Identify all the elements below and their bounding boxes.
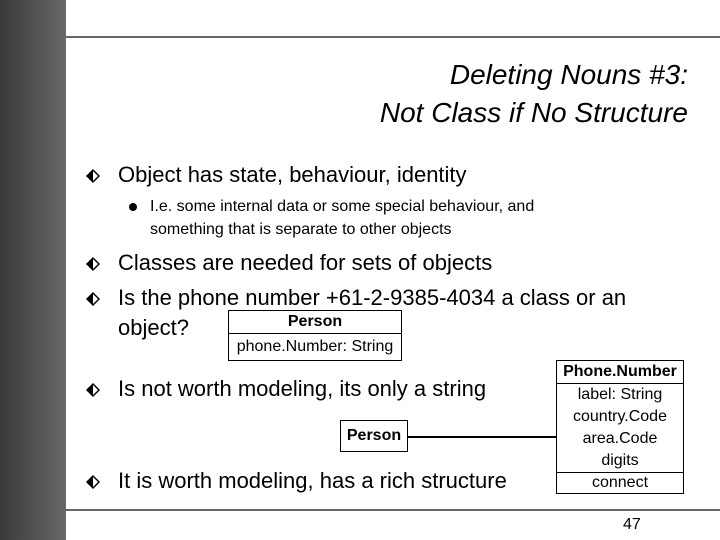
slide-title-line-2: Not Class if No Structure xyxy=(379,97,688,128)
uml-class-person xyxy=(340,420,408,452)
uml-class-phone-number xyxy=(556,360,684,494)
bottom-rule xyxy=(66,509,720,511)
bullet-text: Object has state, behaviour, identity xyxy=(118,162,467,187)
bullet-text-line-2: object? xyxy=(118,315,189,340)
diamond-bullet-icon xyxy=(86,160,106,193)
uml-association-line xyxy=(407,436,557,438)
slide-sidebar-band xyxy=(0,0,66,540)
uml-class-person-with-attribute xyxy=(228,310,402,361)
diamond-bullet-icon xyxy=(86,374,106,407)
dot-bullet-icon xyxy=(128,196,138,221)
top-rule xyxy=(66,36,720,38)
diamond-bullet-icon xyxy=(86,283,106,316)
sub-bullet-text-line-2: something that is separate to other objects xyxy=(150,221,452,238)
uml-class-operation: connect xyxy=(591,474,649,491)
bullet-text: It is worth modeling, has a rich structure xyxy=(118,468,507,493)
uml-class-attribute: area.Code xyxy=(582,430,658,447)
bullet-text-line-1: Is the phone number +61-2-9385-4034 a class or an xyxy=(118,285,627,310)
uml-class-attribute: country.Code xyxy=(573,408,667,425)
diamond-bullet-icon xyxy=(86,248,106,281)
slide-title-line-1: Deleting Nouns #3: xyxy=(449,59,688,90)
bullet-text: Is not worth modeling, its only a string xyxy=(118,376,487,401)
sub-bullet-text-line-1: I.e. some internal data or some special behaviour, and xyxy=(150,198,535,215)
diamond-bullet-icon xyxy=(86,466,106,499)
uml-class-name: Phone.Number xyxy=(557,361,683,384)
bullet-text: Classes are needed for sets of objects xyxy=(118,250,493,275)
uml-class-attribute: phone.Number: String xyxy=(236,338,394,355)
page-number: 47 xyxy=(623,516,641,533)
slide-title xyxy=(88,56,688,132)
uml-class-name: Person xyxy=(346,427,402,444)
uml-class-attribute: digits xyxy=(557,450,683,473)
uml-class-attribute: label: String xyxy=(577,386,663,403)
uml-class-name: Person xyxy=(229,311,401,334)
